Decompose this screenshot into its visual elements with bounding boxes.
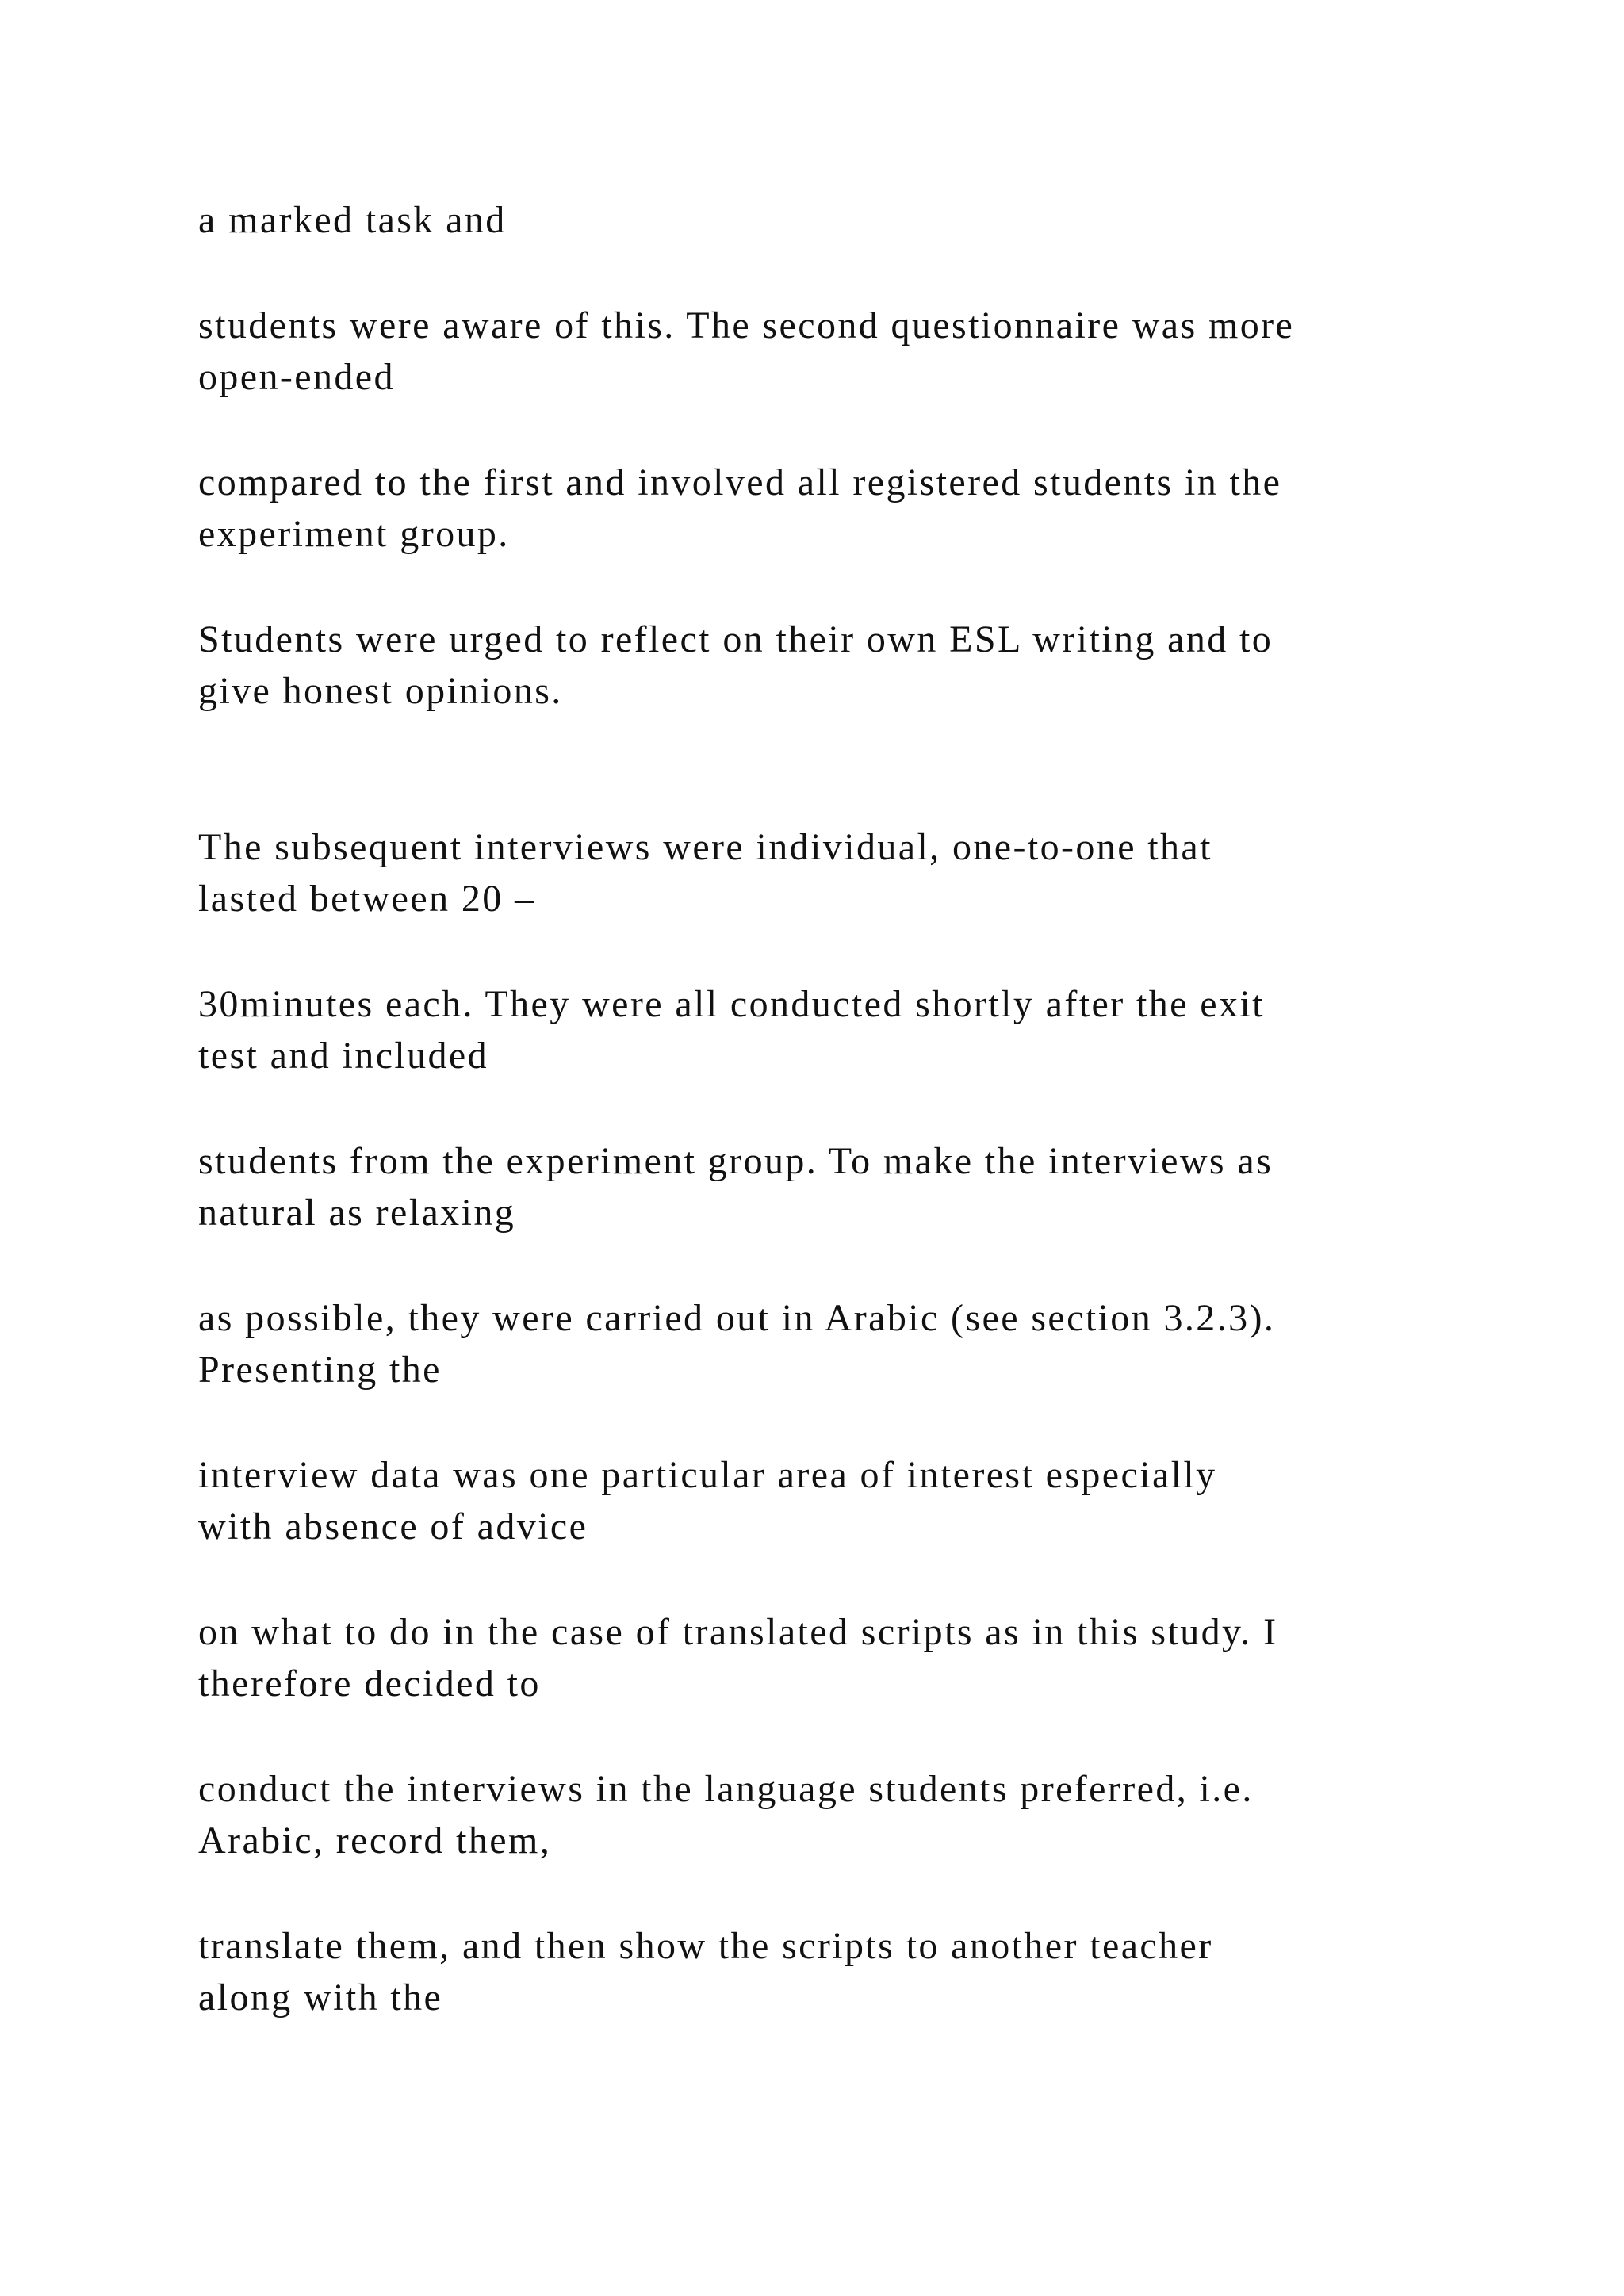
paragraph-line: translate them, and then show the scripts to another teacher [198,1925,1213,1967]
paragraph-line: conduct the interviews in the language students preferred, i.e. [198,1768,1254,1810]
paragraph-8 [198,1292,1499,1395]
paragraph-3 [198,457,1499,560]
paragraph-line: along with the [198,1976,443,2019]
paragraph-line: The subsequent interviews were individual, one-to-one that [198,826,1212,868]
paragraph-11 [198,1763,1499,1866]
paragraph-line: give honest opinions. [198,670,563,712]
paragraph-line: therefore decided to [198,1663,541,1705]
paragraph-line: compared to the first and involved all registered students in the [198,461,1282,503]
paragraph-line: students were aware of this. The second questionnaire was more [198,304,1295,346]
paragraph-4 [198,614,1499,717]
paragraph-6 [198,978,1499,1081]
paragraph-line: lasted between 20 – [198,878,536,920]
paragraph-line: students from the experiment group. To make the interviews as [198,1140,1274,1182]
paragraph-5 [198,821,1499,924]
paragraph-2 [198,300,1499,403]
paragraph-9 [198,1449,1499,1552]
paragraph-line: 30minutes each. They were all conducted shortly after the exit [198,983,1265,1025]
paragraph-line: experiment group. [198,513,510,555]
paragraph-12 [198,1920,1499,2023]
paragraph-line: Presenting the [198,1349,442,1391]
paragraph-7 [198,1135,1499,1238]
paragraph-line: Students were urged to reflect on their own ESL writing and to [198,618,1274,660]
paragraph-line: interview data was one particular area of interest especially [198,1454,1217,1496]
paragraph-line: a marked task and [198,199,507,241]
paragraph-1 [198,194,1499,246]
paragraph-line: on what to do in the case of translated scripts as in this study. I [198,1611,1278,1653]
paragraph-line: natural as relaxing [198,1192,516,1234]
paragraph-10 [198,1606,1499,1709]
paragraph-line: with absence of advice [198,1506,588,1548]
paragraph-line: open-ended [198,356,395,398]
paragraph-line: test and included [198,1035,489,1077]
paragraph-line: as possible, they were carried out in Arabic (see section 3.2.3). [198,1297,1276,1339]
paragraph-line: Arabic, record them, [198,1820,552,1862]
